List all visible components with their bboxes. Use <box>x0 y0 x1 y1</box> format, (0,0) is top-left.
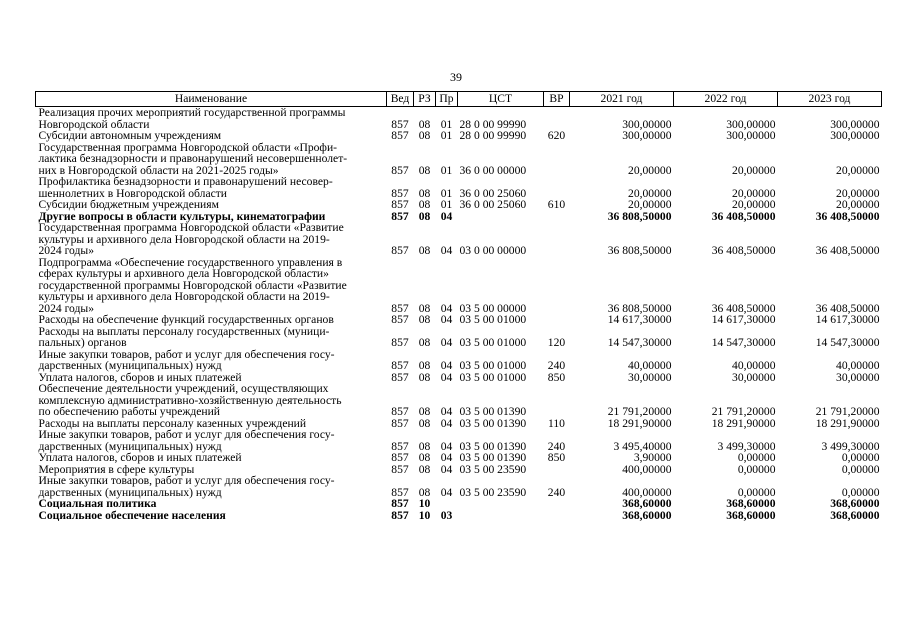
row-name: Субсидии бюджетным учреждениям <box>38 198 219 211</box>
row-cst: 03 5 00 01390 <box>459 451 527 464</box>
row-vr <box>544 510 570 522</box>
row-amount-2022: 368,60000 <box>726 497 776 510</box>
row-vr <box>544 257 570 315</box>
row-cst: 03 5 00 01390 <box>459 439 527 453</box>
table-row <box>36 510 882 522</box>
row-amount-2023: 21 791,20000 <box>815 405 880 418</box>
row-cst: 36 0 00 25060 <box>459 198 527 211</box>
row-amount-2021: 300,00000 <box>622 129 672 142</box>
column-header-vr: ВР <box>544 92 570 107</box>
row-pr: 04 <box>440 301 453 315</box>
row-name: Государственная программа Новгородской области «Развитие культуры и архивного дела Новгородской области на 2019- 2024 годы» <box>38 221 344 257</box>
row-pr: 01 <box>440 117 453 131</box>
row-amount-2022: 14 547,30000 <box>711 336 776 349</box>
row-cst: 03 5 00 01000 <box>459 359 527 372</box>
row-name: Государственная программа Новгородской области «Профи- лактика безнадзорности и правонарушений несовершеннолет- них в Новгородской области на 2021-2025 годы» <box>38 140 348 177</box>
table-row <box>36 314 882 326</box>
row-amount-2023: 40,00000 <box>836 359 880 372</box>
row-name: Иные закупки товаров, работ и услуг для обеспечения госу- дарственных (муниципальных) нужд <box>38 428 335 453</box>
table-row <box>36 222 882 257</box>
row-amount-2021: 14 617,30000 <box>607 313 672 326</box>
row-ved: 857 <box>391 198 409 211</box>
row-vr: 110 <box>548 416 565 430</box>
row-vr: 620 <box>547 129 566 142</box>
row-vr: 850 <box>547 370 566 384</box>
row-name: Реализация прочих мероприятий государственной программы Новгородской области <box>38 106 346 131</box>
row-amount-2023: 20,00000 <box>836 198 880 211</box>
row-pr: 03 <box>440 508 453 522</box>
column-header-rz: РЗ <box>414 92 436 107</box>
row-vr: 240 <box>547 439 566 453</box>
row-rz: 08 <box>418 198 431 211</box>
row-name: Подпрограмма «Обеспечение государственного управления в сферах культуры и архивного дела Новгородской области» государственной программы Новгородской области «Развитие культуры и архивного дела Новгородской области на 2019- 2024 годы» <box>38 255 347 315</box>
row-cst: 03 5 00 00000 <box>459 301 527 315</box>
row-cst: 03 5 00 01000 <box>459 313 527 326</box>
row-amount-2022: 36 408,50000 <box>711 209 776 223</box>
row-amount-2023: 368,60000 <box>830 497 880 510</box>
row-cst: 36 0 00 25060 <box>459 186 527 200</box>
row-amount-2021: 14 547,30000 <box>607 336 672 349</box>
row-vr: 610 <box>547 198 566 211</box>
row-name: Профилактика безнадзорности и правонарушений несовер- шеннолетних в Новгородской области <box>38 175 333 200</box>
row-cst: 28 0 00 99990 <box>459 117 527 131</box>
row-cst <box>458 510 544 522</box>
row-ved: 857 <box>391 508 409 522</box>
row-name: Уплата налогов, сборов и иных платежей <box>38 370 242 384</box>
row-amount-2021: 368,60000 <box>622 497 672 510</box>
row-cst: 03 5 00 01000 <box>459 336 527 349</box>
row-rz: 08 <box>418 336 431 349</box>
row-name: Мероприятия в сфере культуры <box>38 462 195 476</box>
row-pr: 01 <box>440 186 453 200</box>
row-rz: 08 <box>418 439 431 453</box>
row-rz: 08 <box>418 405 431 418</box>
row-name: Социальное обеспечение населения <box>38 508 226 522</box>
row-rz: 08 <box>418 301 431 315</box>
row-amount-2021: 40,00000 <box>628 359 672 372</box>
table-row <box>36 176 882 199</box>
row-amount-2022: 300,00000 <box>726 117 776 131</box>
row-vr: 850 <box>547 451 566 464</box>
row-rz: 08 <box>418 244 431 257</box>
row-pr: 04 <box>440 370 453 384</box>
row-vr <box>544 498 570 510</box>
row-amount-2021: 36 808,50000 <box>607 301 672 315</box>
row-rz: 08 <box>418 370 431 384</box>
table-row <box>36 349 882 372</box>
row-amount-2023: 0,00000 <box>841 485 880 499</box>
row-amount-2022: 20,00000 <box>732 186 776 200</box>
row-rz: 10 <box>418 508 431 522</box>
row-amount-2021: 20,00000 <box>628 198 672 211</box>
column-header-name: Наименование <box>36 92 387 107</box>
row-cst: 03 5 00 01390 <box>459 405 527 418</box>
table-row <box>36 475 882 498</box>
row-ved: 857 <box>391 485 409 499</box>
row-ved: 857 <box>391 163 409 177</box>
row-name: Другие вопросы в области культуры, кинематографии <box>38 209 326 223</box>
row-amount-2023: 0,00000 <box>841 462 880 476</box>
row-amount-2023: 0,00000 <box>841 451 880 464</box>
table-row <box>36 199 882 211</box>
row-ved: 857 <box>391 301 409 315</box>
row-pr: 04 <box>440 451 453 464</box>
table-body <box>36 107 882 522</box>
row-amount-2022: 30,00000 <box>732 370 776 384</box>
row-pr: 04 <box>440 209 453 223</box>
row-amount-2022: 14 617,30000 <box>711 313 776 326</box>
row-cst <box>458 211 544 223</box>
row-amount-2023: 36 408,50000 <box>815 244 880 257</box>
row-vr: 240 <box>547 359 566 372</box>
row-name: Уплата налогов, сборов и иных платежей <box>38 451 242 464</box>
row-amount-2021: 20,00000 <box>628 163 672 177</box>
table-row <box>36 326 882 349</box>
row-amount-2023: 20,00000 <box>836 186 880 200</box>
row-pr: 01 <box>440 129 453 142</box>
row-pr: 04 <box>440 336 453 349</box>
row-amount-2021: 36 808,50000 <box>607 209 672 223</box>
row-pr: 04 <box>440 439 453 453</box>
row-cst: 03 5 00 01390 <box>459 416 527 430</box>
row-vr <box>544 314 570 326</box>
row-name: Расходы на выплаты персоналу государственных (муници- пальных) органов <box>38 324 330 349</box>
row-amount-2021: 3 495,40000 <box>613 439 672 453</box>
row-ved: 857 <box>391 129 409 142</box>
column-header-2023: 2023 год <box>778 92 882 107</box>
row-amount-2021: 18 291,90000 <box>607 416 672 430</box>
row-amount-2023: 36 408,50000 <box>815 301 880 315</box>
column-header-2021: 2021 год <box>570 92 674 107</box>
row-vr <box>544 383 570 418</box>
row-amount-2021: 400,00000 <box>622 485 672 499</box>
row-amount-2022: 20,00000 <box>732 163 776 177</box>
table-row <box>36 429 882 452</box>
row-amount-2021: 300,00000 <box>622 117 672 131</box>
row-pr: 01 <box>440 198 453 211</box>
row-pr: 04 <box>440 313 453 326</box>
row-cst <box>458 498 544 510</box>
row-vr <box>544 222 570 257</box>
row-name: Социальная политика <box>38 497 157 510</box>
row-rz: 08 <box>418 451 431 464</box>
row-amount-2022: 0,00000 <box>737 451 776 464</box>
budget-table <box>35 91 882 521</box>
row-amount-2023: 14 547,30000 <box>815 336 880 349</box>
row-amount-2023: 30,00000 <box>836 370 880 384</box>
row-amount-2022: 36 408,50000 <box>711 244 776 257</box>
row-amount-2022: 20,00000 <box>732 198 776 211</box>
row-ved: 857 <box>391 313 409 326</box>
row-amount-2021: 400,00000 <box>622 462 672 476</box>
table-row <box>36 142 882 177</box>
row-vr <box>544 464 570 476</box>
row-name: Субсидии автономным учреждениям <box>38 129 222 142</box>
row-amount-2023: 14 617,30000 <box>815 313 880 326</box>
row-rz: 08 <box>418 163 431 177</box>
row-rz: 08 <box>418 209 431 223</box>
row-cst: 03 5 00 23590 <box>459 485 527 499</box>
column-header-2022: 2022 год <box>674 92 778 107</box>
row-amount-2021: 20,00000 <box>628 186 672 200</box>
row-amount-2022: 18 291,90000 <box>711 416 776 430</box>
row-amount-2022: 0,00000 <box>737 462 776 476</box>
row-amount-2023: 368,60000 <box>830 508 880 522</box>
row-vr <box>544 176 570 199</box>
row-rz: 08 <box>418 117 431 131</box>
row-vr: 240 <box>547 485 566 499</box>
row-rz: 08 <box>418 186 431 200</box>
row-ved: 857 <box>391 370 409 384</box>
row-cst: 03 5 00 23590 <box>459 462 527 476</box>
row-pr: 04 <box>440 359 453 372</box>
row-rz: 08 <box>418 462 431 476</box>
column-header-pr: Пр <box>436 92 458 107</box>
table-row <box>36 498 882 510</box>
row-amount-2022: 0,00000 <box>737 485 776 499</box>
row-name: Обеспечение деятельности учреждений, осуществляющих комплексную административно-хозяйственную деятельность по обеспечению работы учреждений <box>38 382 342 418</box>
table-row <box>36 257 882 315</box>
row-ved: 857 <box>391 462 409 476</box>
row-vr: 120 <box>547 336 566 349</box>
row-amount-2022: 3 499,30000 <box>717 439 776 453</box>
row-ved: 857 <box>391 405 409 418</box>
table-row <box>36 383 882 418</box>
row-cst: 28 0 00 99990 <box>459 129 527 142</box>
row-rz: 08 <box>418 416 431 430</box>
row-ved: 857 <box>391 497 409 510</box>
row-amount-2023: 36 408,50000 <box>815 209 880 223</box>
row-ved: 857 <box>391 186 409 200</box>
row-rz: 08 <box>418 485 431 499</box>
row-pr: 04 <box>440 405 453 418</box>
row-ved: 857 <box>391 117 409 131</box>
row-pr: 01 <box>440 163 453 177</box>
row-amount-2022: 368,60000 <box>726 508 776 522</box>
row-ved: 857 <box>391 336 409 349</box>
row-rz: 08 <box>418 313 431 326</box>
row-amount-2021: 30,00000 <box>628 370 672 384</box>
row-name: Иные закупки товаров, работ и услуг для обеспечения госу- дарственных (муниципальных) нужд <box>38 347 335 372</box>
row-amount-2023: 3 499,30000 <box>821 439 880 453</box>
row-pr: 04 <box>440 462 453 476</box>
row-amount-2022: 36 408,50000 <box>711 301 776 315</box>
row-amount-2022: 300,00000 <box>726 129 776 142</box>
page-number: 39 <box>450 70 462 84</box>
column-header-ved: Вед <box>387 92 414 107</box>
row-amount-2021: 3,90000 <box>633 451 672 464</box>
row-ved: 857 <box>391 451 409 464</box>
row-ved: 857 <box>391 244 409 257</box>
row-amount-2022: 21 791,20000 <box>711 405 776 418</box>
row-amount-2021: 21 791,20000 <box>607 405 672 418</box>
table-row <box>36 130 882 142</box>
row-pr: 04 <box>440 244 453 257</box>
row-pr: 04 <box>440 485 453 499</box>
row-rz: 10 <box>418 497 431 510</box>
row-ved: 857 <box>391 359 409 372</box>
column-header-cst: ЦСТ <box>458 92 544 107</box>
row-amount-2021: 36 808,50000 <box>607 244 672 257</box>
row-vr <box>544 107 570 131</box>
row-cst: 03 0 00 00000 <box>459 244 527 257</box>
row-amount-2023: 18 291,90000 <box>815 416 880 430</box>
row-cst: 03 5 00 01000 <box>459 370 527 384</box>
row-amount-2023: 20,00000 <box>836 163 880 177</box>
table-row <box>36 452 882 464</box>
row-pr <box>436 498 458 510</box>
row-name: Расходы на обеспечение функций государственных органов <box>38 313 334 326</box>
row-name: Иные закупки товаров, работ и услуг для обеспечения госу- дарственных (муниципальных) нужд <box>38 474 335 499</box>
table-header-row <box>36 92 882 107</box>
row-amount-2021: 368,60000 <box>622 508 672 522</box>
row-vr <box>544 142 570 177</box>
row-amount-2023: 300,00000 <box>830 129 880 142</box>
table-row <box>36 107 882 131</box>
row-rz: 08 <box>418 359 431 372</box>
row-vr <box>544 211 570 223</box>
row-ved: 857 <box>391 439 409 453</box>
row-rz: 08 <box>418 129 431 142</box>
row-cst: 36 0 00 00000 <box>459 163 527 177</box>
row-pr: 04 <box>440 416 453 430</box>
row-amount-2022: 40,00000 <box>732 359 776 372</box>
row-amount-2023: 300,00000 <box>830 117 880 131</box>
row-name: Расходы на выплаты персоналу казенных учреждений <box>38 416 307 430</box>
row-ved: 857 <box>391 416 409 430</box>
row-ved: 857 <box>391 209 409 223</box>
